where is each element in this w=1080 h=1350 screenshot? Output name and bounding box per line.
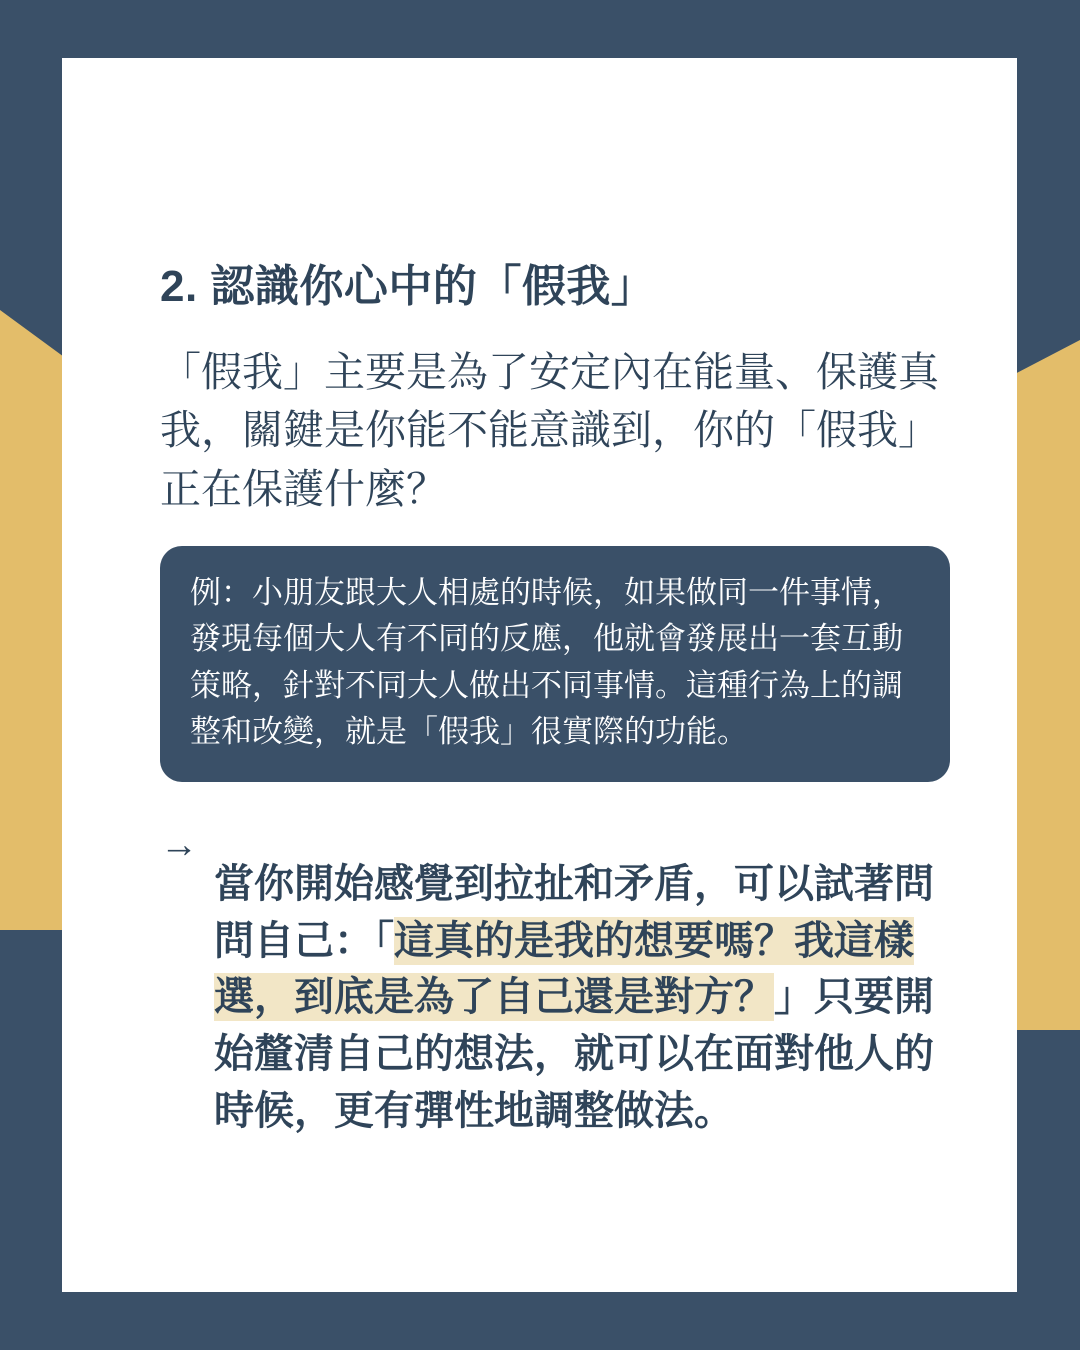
- takeaway-highlight: 這真的是我的想要嗎？我這樣選，到底是為了自己還是對方？: [214, 918, 914, 1020]
- takeaway-block: [160, 816, 955, 1180]
- example-callout-box: 例：小朋友跟大人相處的時候，如果做同一件事情，發現每個大人有不同的反應，他就會發展出一套互動策略，針對不同大人做出不同事情。這種行為上的調整和改變，就是「假我」很實際的功能。: [160, 546, 950, 782]
- arrow-right-icon: →: [160, 823, 198, 866]
- takeaway-text: [214, 856, 955, 1140]
- page-title: 2. 認識你心中的「假我」: [160, 262, 656, 311]
- takeaway-part2: 」只要開始釐清自己的想法，就可以在面對他人的時候，更有彈性地調整做法。: [214, 975, 934, 1134]
- takeaway-part1: 當你開始感覺到拉扯和矛盾，可以試著問問自己：「: [214, 861, 934, 963]
- content-card: [62, 58, 1017, 1292]
- intro-paragraph: 「假我」主要是為了安定內在能量、保護真我，關鍵是你能不能意識到，你的「假我」正在保護什麼？: [160, 349, 939, 512]
